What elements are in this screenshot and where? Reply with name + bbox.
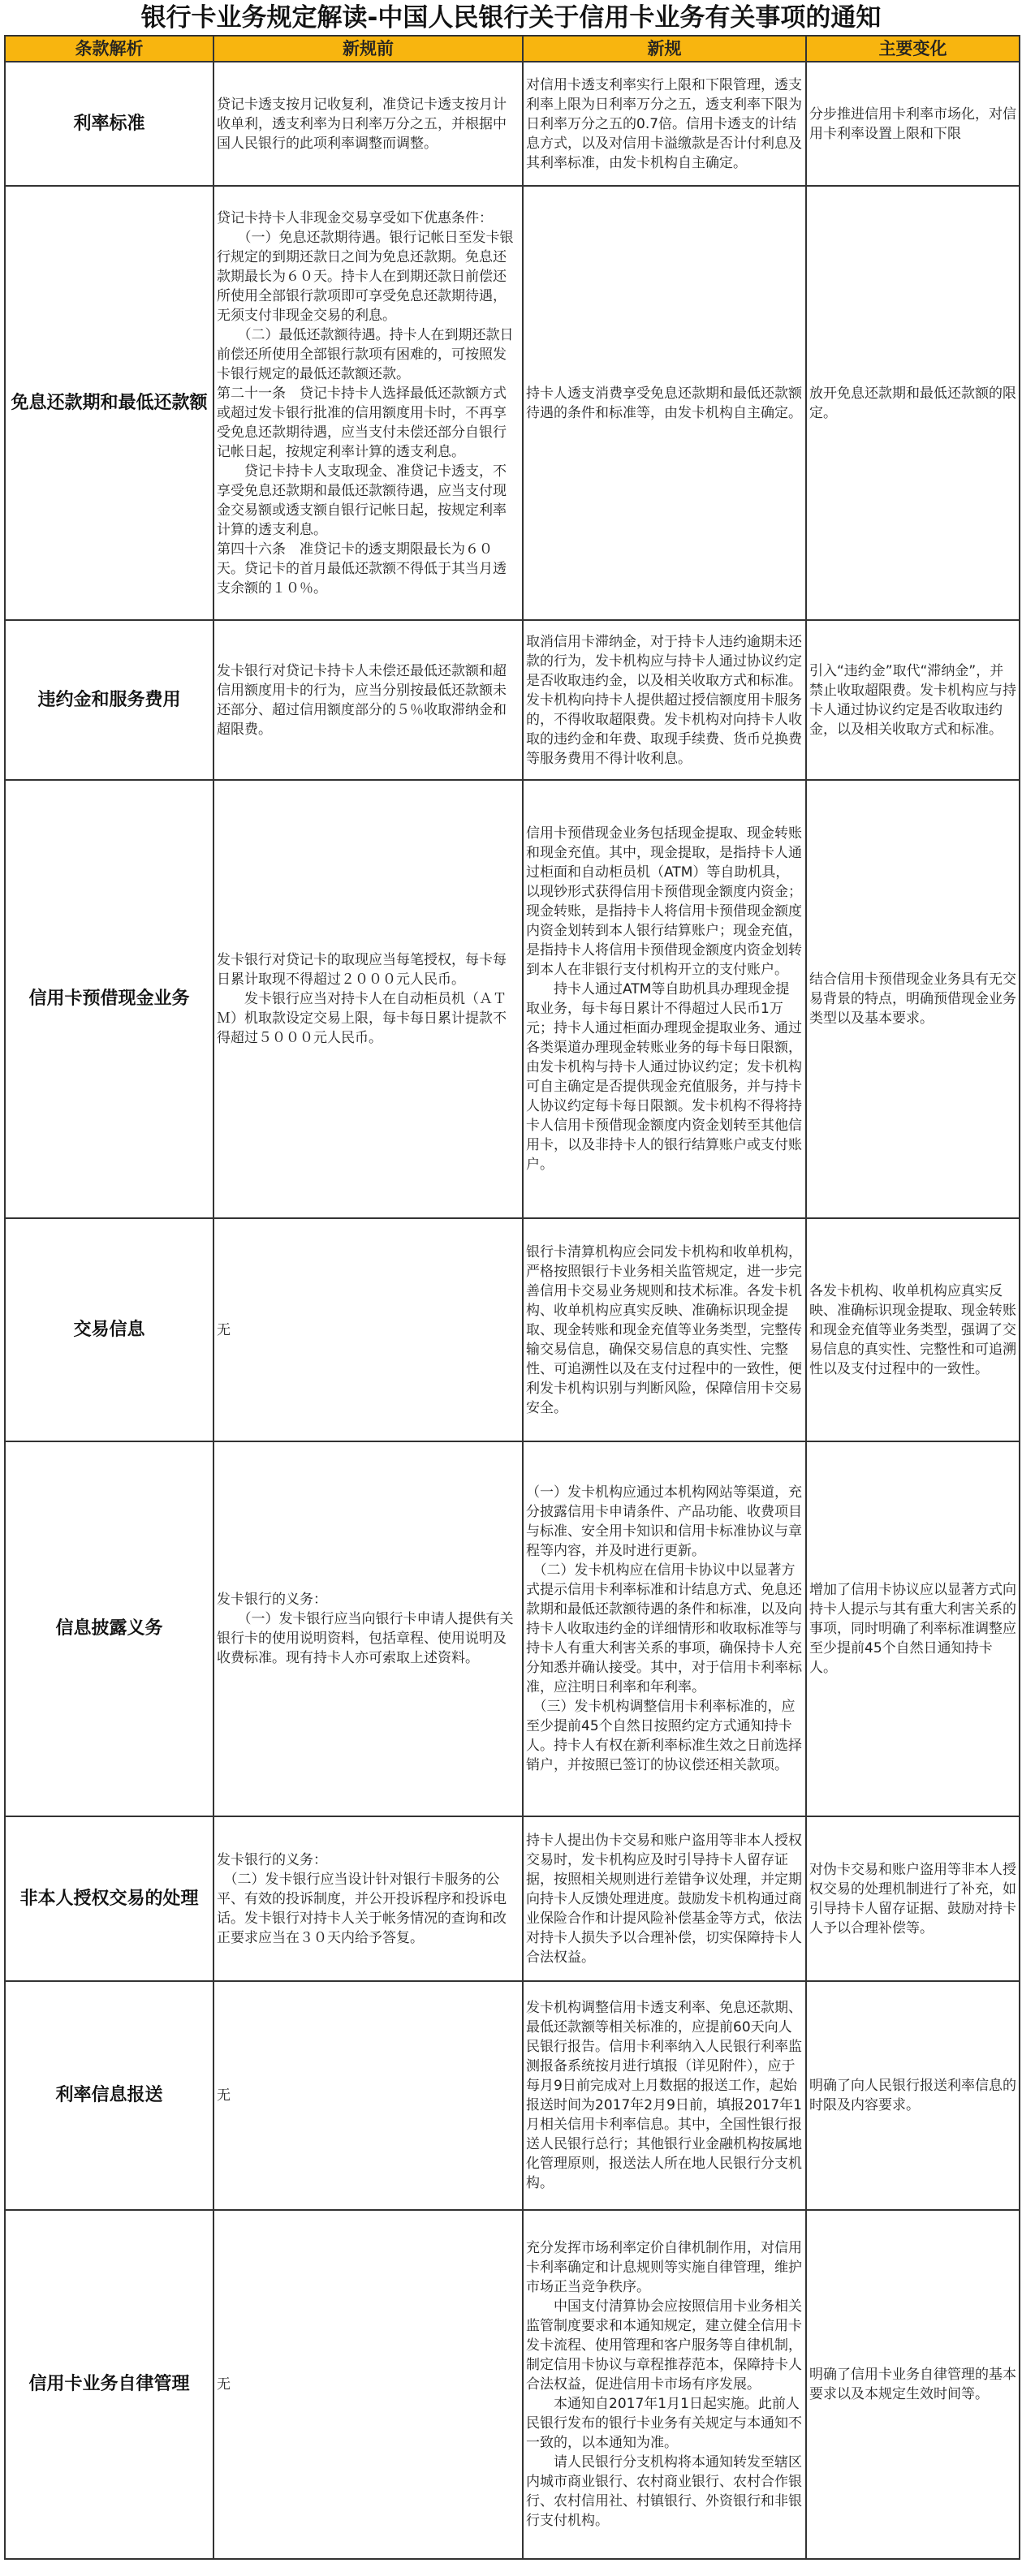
row-label: 信息披露义务 — [5, 1441, 213, 1816]
table-row — [5, 620, 1020, 780]
table-row — [5, 1816, 1020, 1981]
table-row — [5, 186, 1020, 620]
table-row — [5, 1981, 1020, 2210]
old-rule-cell: 发卡银行对贷记卡的取现应当每笔授权，每卡每日累计取现不得超过２０００元人民币。 发卡银行应当对持卡人在自动柜员机（ＡＴＭ）机取款设定交易上限，每卡每日累计提款不得超过５０００元人民币。 — [213, 780, 523, 1218]
row-label: 非本人授权交易的处理 — [5, 1816, 213, 1981]
header-main-change: 主要变化 — [806, 36, 1020, 62]
main-change-cell: 放开免息还款期和最低还款额的限定。 — [806, 186, 1020, 620]
main-change-cell: 分步推进信用卡利率市场化，对信用卡利率设置上限和下限 — [806, 62, 1020, 186]
old-rule-cell: 无 — [213, 1218, 523, 1441]
main-change-cell: 对伪卡交易和账户盗用等非本人授权交易的处理机制进行了补充，如引导持卡人留存证据、鼓励对持卡人予以合理补偿等。 — [806, 1816, 1020, 1981]
table-row — [5, 62, 1020, 186]
new-rule-cell: 持卡人透支消费享受免息还款期和最低还款额待遇的条件和标准等，由发卡机构自主确定。 — [523, 186, 806, 620]
regulation-comparison-table — [4, 35, 1020, 2560]
main-change-cell: 结合信用卡预借现金业务具有无交易背景的特点，明确预借现金业务类型以及基本要求。 — [806, 780, 1020, 1218]
header-old-rule: 新规前 — [213, 36, 523, 62]
main-change-cell: 明确了向人民银行报送利率信息的时限及内容要求。 — [806, 1981, 1020, 2210]
table-row — [5, 2210, 1020, 2559]
new-rule-cell: 信用卡预借现金业务包括现金提取、现金转账和现金充值。其中，现金提取，是指持卡人通过柜面和自动柜员机（ATM）等自助机具，以现钞形式获得信用卡预借现金额度内资金；现金转账，是指持卡人将信用卡预借现金额度内资金划转到本人银行结算账户；现金充值，是指持卡人将信用卡预借现金额度内资金划转到本人在非银行支付机构开立的支付账户。 持卡人通过ATM等自助机具办理现金提取业务，每卡每日累计不得超过人民币1万元；持卡人通过柜面办理现金提取业务、通过各类渠道办理现金转账业务的每卡每日限额，由发卡机构与持卡人通过协议约定；发卡机构可自主确定是否提供现金充值服务，并与持卡人协议约定每卡每日限额。发卡机构不得将持卡人信用卡预借现金额度内资金划转至其他信用卡，以及非持卡人的银行结算账户或支付账户。 — [523, 780, 806, 1218]
table-row — [5, 1441, 1020, 1816]
header-new-rule: 新规 — [523, 36, 806, 62]
old-rule-cell: 发卡银行的义务： （二）发卡银行应当设计针对银行卡服务的公平、有效的投诉制度，并公开投诉程序和投诉电话。发卡银行对持卡人关于帐务情况的查询和改正要求应当在３０天内给予答复。 — [213, 1816, 523, 1981]
main-change-cell: 明确了信用卡业务自律管理的基本要求以及本规定生效时间等。 — [806, 2210, 1020, 2559]
row-label: 信用卡预借现金业务 — [5, 780, 213, 1218]
main-change-cell: 各发卡机构、收单机构应真实反映、准确标识现金提取、现金转账和现金充值等业务类型，强调了交易信息的真实性、完整性和可追溯性以及支付过程中的一致性。 — [806, 1218, 1020, 1441]
new-rule-cell: 充分发挥市场利率定价自律机制作用，对信用卡利率确定和计息规则等实施自律管理，维护市场正当竞争秩序。 中国支付清算协会应按照信用卡业务相关监管制度要求和本通知规定，建立健全信用卡发卡流程、使用管理和客户服务等自律机制，制定信用卡协议与章程推荐范本，保障持卡人合法权益，促进信用卡市场有序发展。 本通知自2017年1月1日起实施。此前人民银行发布的银行卡业务有关规定与本通知不一致的，以本通知为准。 请人民银行分支机构将本通知转发至辖区内城市商业银行、农村商业银行、农村合作银行、农村信用社、村镇银行、外资银行和非银行支付机构。 — [523, 2210, 806, 2559]
old-rule-cell: 贷记卡透支按月记收复利，准贷记卡透支按月计收单利，透支利率为日利率万分之五，并根据中国人民银行的此项利率调整而调整。 — [213, 62, 523, 186]
old-rule-cell: 无 — [213, 2210, 523, 2559]
header-clause: 条款解析 — [5, 36, 213, 62]
row-label: 利率标准 — [5, 62, 213, 186]
page-title: 银行卡业务规定解读-中国人民银行关于信用卡业务有关事项的通知 — [140, 3, 882, 32]
old-rule-cell: 发卡银行对贷记卡持卡人未偿还最低还款额和超信用额度用卡的行为，应当分别按最低还款额未还部分、超过信用额度部分的５％收取滞纳金和超限费。 — [213, 620, 523, 780]
row-label: 信用卡业务自律管理 — [5, 2210, 213, 2559]
main-change-cell: 引入“违约金”取代“滞纳金”，并禁止收取超限费。发卡机构应与持卡人通过协议约定是否收取违约金，以及相关收取方式和标准。 — [806, 620, 1020, 780]
row-label: 违约金和服务费用 — [5, 620, 213, 780]
new-rule-cell: 银行卡清算机构应会同发卡机构和收单机构，严格按照银行卡业务相关监管规定，进一步完善信用卡交易业务规则和技术标准。各发卡机构、收单机构应真实反映、准确标识现金提取、现金转账和现金充值等业务类型，完整传输交易信息，确保交易信息的真实性、完整性、可追溯性以及在支付过程中的一致性，便利发卡机构识别与判断风险，保障信用卡交易安全。 — [523, 1218, 806, 1441]
row-label: 交易信息 — [5, 1218, 213, 1441]
old-rule-cell: 无 — [213, 1981, 523, 2210]
table-header-row — [5, 36, 1020, 62]
row-label: 免息还款期和最低还款额 — [5, 186, 213, 620]
row-label: 利率信息报送 — [5, 1981, 213, 2210]
old-rule-cell: 发卡银行的义务： （一）发卡银行应当向银行卡申请人提供有关银行卡的使用说明资料，包括章程、使用说明及收费标准。现有持卡人亦可索取上述资料。 — [213, 1441, 523, 1816]
table-row — [5, 1218, 1020, 1441]
new-rule-cell: （一）发卡机构应通过本机构网站等渠道，充分披露信用卡申请条件、产品功能、收费项目与标准、安全用卡知识和信用卡标准协议与章程等内容，并及时进行更新。 （二）发卡机构应在信用卡协议中以显著方式提示信用卡利率标准和计结息方式、免息还款期和最低还款额待遇的条件和标准，以及向持卡人收取违约金的详细情形和收取标准等与持卡人有重大利害关系的事项，确保持卡人充分知悉并确认接受。其中，对于信用卡利率标准，应注明日利率和年利率。 （三）发卡机构调整信用卡利率标准的，应至少提前45个自然日按照约定方式通知持卡人。持卡人有权在新利率标准生效之日前选择销户，并按照已签订的协议偿还相关款项。 — [523, 1441, 806, 1816]
new-rule-cell: 持卡人提出伪卡交易和账户盗用等非本人授权交易时，发卡机构应及时引导持卡人留存证据，按照相关规则进行差错争议处理，并定期向持卡人反馈处理进度。鼓励发卡机构通过商业保险合作和计提风险补偿基金等方式，依法对持卡人损失予以合理补偿，切实保障持卡人合法权益。 — [523, 1816, 806, 1981]
old-rule-cell: 贷记卡持卡人非现金交易享受如下优惠条件： （一）免息还款期待遇。银行记帐日至发卡银行规定的到期还款日之间为免息还款期。免息还款期最长为６０天。持卡人在到期还款日前偿还所使用全部银行款项即可享受免息还款期待遇，无须支付非现金交易的利息。 （二）最低还款额待遇。持卡人在到期还款日前偿还所使用全部银行款项有困难的，可按照发卡银行规定的最低还款额还款。 第二十一条 贷记卡持卡人选择最低还款额方式或超过发卡银行批准的信用额度用卡时，不再享受免息还款期待遇，应当支付未偿还部分自银行记帐日起，按规定利率计算的透支利息。 贷记卡持卡人支取现金、准贷记卡透支，不享受免息还款期和最低还款额待遇，应当支付现金交易额或透支额自银行记帐日起，按规定利率计算的透支利息。 第四十六条 准贷记卡的透支期限最长为６０天。贷记卡的首月最低还款额不得低于其当月透支余额的１０％。 — [213, 186, 523, 620]
main-change-cell: 增加了信用卡协议应以显著方式向持卡人提示与其有重大利害关系的事项，同时明确了利率标准调整应至少提前45个自然日通知持卡人。 — [806, 1441, 1020, 1816]
new-rule-cell: 发卡机构调整信用卡透支利率、免息还款期、最低还款额等相关标准的，应提前60天向人民银行报告。信用卡利率纳入人民银行利率监测报备系统按月进行填报（详见附件），应于每月9日前完成对上月数据的报送工作，起始报送时间为2017年2月9日前，填报2017年1月相关信用卡利率信息。其中，全国性银行报送人民银行总行；其他银行业金融机构按属地化管理原则，报送法人所在地人民银行分支机构。 — [523, 1981, 806, 2210]
new-rule-cell: 对信用卡透支利率实行上限和下限管理，透支利率上限为日利率万分之五，透支利率下限为日利率万分之五的0.7倍。信用卡透支的计结息方式，以及对信用卡溢缴款是否计付利息及其利率标准，由发卡机构自主确定。 — [523, 62, 806, 186]
table-row — [5, 780, 1020, 1218]
new-rule-cell: 取消信用卡滞纳金，对于持卡人违约逾期未还款的行为，发卡机构应与持卡人通过协议约定是否收取违约金，以及相关收取方式和标准。发卡机构向持卡人提供超过授信额度用卡服务的，不得收取超限费。发卡机构对向持卡人收取的违约金和年费、取现手续费、货币兑换费等服务费用不得计收利息。 — [523, 620, 806, 780]
